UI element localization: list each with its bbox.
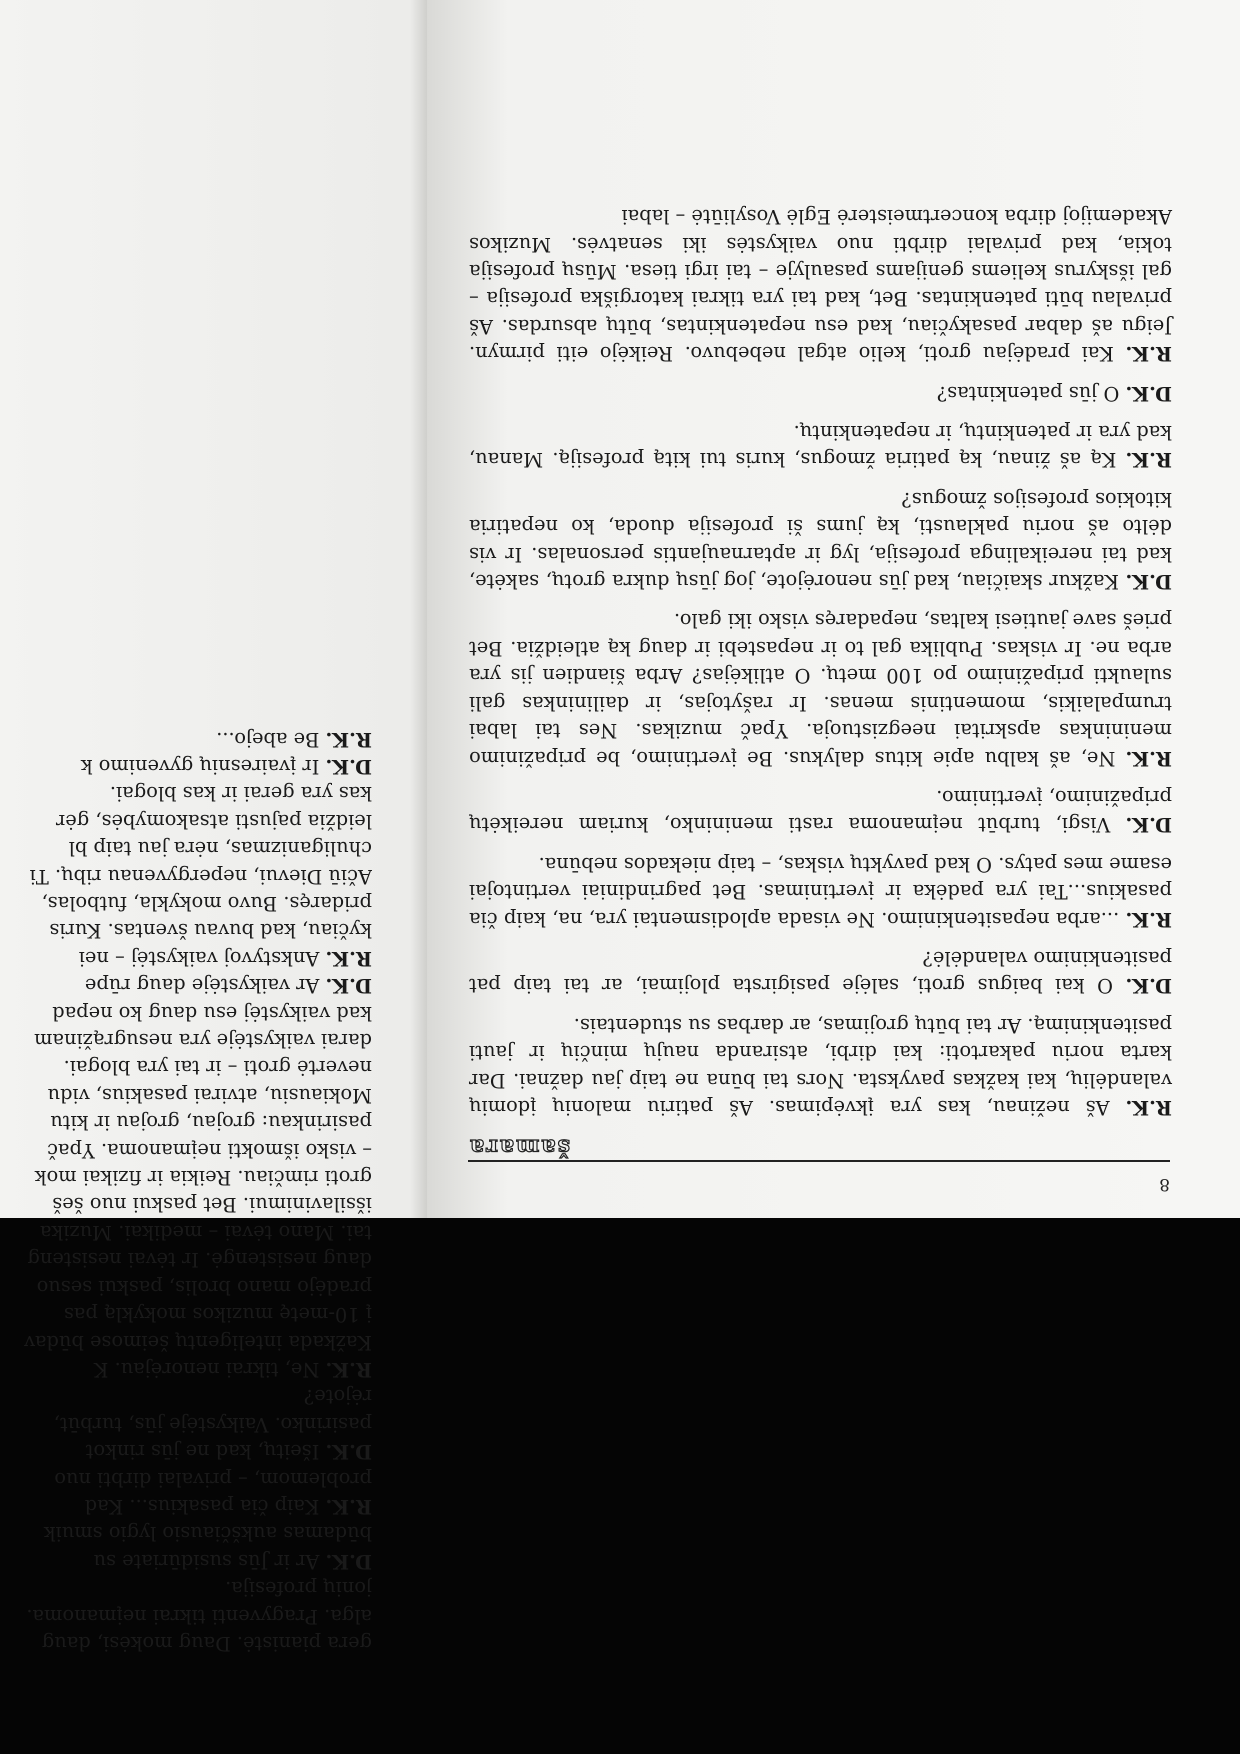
paragraph-text: Ne, tikrai nenorėjau. K <box>93 1357 320 1381</box>
paragraph-text: Ar vaikystėje daug rūpe <box>84 974 320 998</box>
paragraph <box>2 1109 372 1136</box>
magazine-logo: šamara <box>468 1134 571 1160</box>
paragraph-text: – visko išmokti neįmanoma. Ypač <box>47 1138 372 1162</box>
paragraph-text: pasirinkau: grojau, grojau ir kitu <box>50 1111 372 1135</box>
speaker-label: R.K. <box>1125 448 1172 472</box>
paragraph-text: Mokiausiu, atvirai pasakius, vidu <box>47 1083 372 1107</box>
paragraph-text: Ar ir Jūs susidūriate su <box>93 1549 320 1573</box>
right-text-column <box>2 725 372 1657</box>
paragraph <box>2 1273 372 1300</box>
paragraph-text: pradėjo mano brolis, paskui sesuo <box>36 1275 372 1299</box>
paragraph-text: Ne, aš kalbu apie kitus dalykus. Be įvertinimo, be pripažinimo menininkas apskritai neegzistuoja. Ypač muzikas. Nes tai labai trumpalaikis, momentinis menas. Ir rašytojas, ir dailininkas gali sulaukti pripažinimo po 100 metų. O atlikėjas? Arba šiandien jis yra arba ne. Ir viskas. Publika gal to ir nepastebi ir daug ką atleidžia. Bet prieš save jautiesi kaltas, nepadaręs visko iki galo. <box>469 609 1172 770</box>
left-text-column <box>469 191 1172 1121</box>
left-page <box>427 0 1240 1218</box>
paragraph <box>2 1164 372 1191</box>
paragraph <box>469 607 1172 771</box>
paragraph-text: chuliganizmas, nėra jau taip bl <box>68 837 372 861</box>
paragraph <box>2 1547 372 1574</box>
speaker-label: R.K. <box>325 946 372 970</box>
paragraph-text: kas yra gerai ir kas blogai. <box>109 782 372 806</box>
paragraph <box>469 1011 1172 1121</box>
paragraph-text: Aš nežinau, kas yra įkvėpimas. Aš patiriu malonių įdomių valandėlių, kai kažkas pavyksta. Nors tai būna ne taip jau dažnai. Dar karta noriu pakartoti: kai dirbi, atsiranda naujų minčių ir jauti pasitenkinimą. Ar tai būtų grojimas, ar darbas su studentais. <box>469 1013 1172 1119</box>
paragraph-text: Kai pradėjau groti, kelio atgal nebebuvo. Reikėjo eiti pirmyn. Jeigu aš dabar pasakyčiau, kad esu nepatenkintas, būtų absurdas. Aš privalau būti patenkintas. Bet, kad tai yra tikrai katorgiška profesija – gal išskyrus keliems genijams pasaulyje – tai irgi tiesa. Mūsų profesija tokia, kad privalai dirbti nuo vaikystės iki senatvės. Muzikos Akademijoj dirba koncertmeisterė Eglė Vosyliūtė – labai <box>469 205 1172 366</box>
paragraph-text: būdamas aukščiausio lygio smuik <box>43 1522 372 1546</box>
paragraph-text: darai vaikystėje yra nesugrąžinam <box>34 1029 372 1053</box>
paragraph <box>2 917 372 944</box>
paragraph-text: Visgi, turbūt neįmanoma rasti menininko, kuriam nereikėtų pripažinimo, įvertinimo. <box>469 785 1172 837</box>
paragraph-text: Kažkada inteligentų šeimose būdav <box>24 1330 372 1354</box>
paragraph <box>2 1493 372 1520</box>
paragraph-text: tai. Mano tėvai – medikai. Muzika <box>39 1220 372 1244</box>
paragraph <box>2 1328 372 1355</box>
page-header <box>468 1134 1170 1198</box>
paragraph <box>2 944 372 971</box>
speaker-label: D.K. <box>325 1440 372 1464</box>
paragraph-text: Ką aš žinau, ką patiria žmogus, kuris tui kitą profesiją. Manau, kad yra ir patenkintų, ir nepatenkintų. <box>469 421 1172 472</box>
paragraph <box>2 1602 372 1629</box>
paragraph-text: Kaip čia pasakius... Kad <box>84 1494 320 1518</box>
speaker-label: R.K. <box>325 727 372 751</box>
paragraph <box>2 1301 372 1328</box>
paragraph-text: jonių profesija. <box>225 1577 372 1601</box>
paragraph <box>2 1191 372 1218</box>
paragraph-text: O jūs patenkintas? <box>936 381 1120 405</box>
paragraph <box>2 1356 372 1383</box>
speaker-label: R.K. <box>1125 342 1172 366</box>
paragraph <box>2 1575 372 1602</box>
paragraph-text: Be abejo... <box>216 727 320 751</box>
paragraph-text: Kažkur skaičiau, kad jūs nenorėjote, jog jūsų dukra grotų, sakėte, kad tai nereikalinga profesija, lyg ir aptarnaujantis personalas. Ir vis dėlto aš noriu paklausti, ką jums ši profesija duoda, ko nepatiria kitokios profesijos žmogus? <box>469 487 1172 594</box>
paragraph <box>2 890 372 917</box>
paragraph <box>2 1383 372 1410</box>
paragraph <box>469 850 1172 932</box>
paragraph <box>469 485 1172 595</box>
paragraph-text: į 10-metę muzikos mokyklą pas <box>63 1303 372 1327</box>
paragraph-text: ...arba nepasitenkinimo. Ne visada aplodismentai yra, na, kaip čia pasakius...Tai yra padėka ir įvertinimas. Bet pagrindiniai vertintojai esame mes patys. O kad pavyktų viskas, – taip niekados nebūna. <box>469 852 1172 931</box>
page-number: 8 <box>1159 1174 1170 1194</box>
speaker-label: D.K. <box>1125 813 1172 837</box>
speaker-label: D.K. <box>1125 570 1172 594</box>
speaker-label: R.K. <box>325 1357 372 1381</box>
paragraph-text: groti rimčiau. Reikia ir fizikai mok <box>34 1166 372 1190</box>
speaker-label: D.K. <box>325 974 372 998</box>
paragraph <box>2 1410 372 1437</box>
paragraph <box>2 1246 372 1273</box>
paragraph <box>2 1438 372 1465</box>
paragraph-text: Ačiū Dievui, nepergyvenau ribų. Ti <box>29 864 372 888</box>
paragraph-text: daug nesistengė. Ir tėvai nesisteng <box>27 1248 372 1272</box>
paragraph-text: O kai baigus groti, salėje pasigirsta plojimai, ar tai taip pat pasitenkinimo valandėlė? <box>469 946 1172 998</box>
paragraph-text: rėjote? <box>303 1385 372 1409</box>
speaker-label: D.K. <box>1125 381 1172 405</box>
paragraph <box>2 1520 372 1547</box>
paragraph <box>2 1630 372 1657</box>
paragraph <box>469 419 1172 474</box>
paragraph <box>2 999 372 1026</box>
paragraph-text: leidžia pajusti atsakomybės, gėr <box>56 809 372 833</box>
speaker-label: R.K. <box>1125 907 1172 931</box>
paragraph <box>2 1081 372 1108</box>
paragraph <box>2 972 372 999</box>
paragraph <box>2 862 372 889</box>
header-rule <box>468 1160 1170 1162</box>
paragraph <box>2 1054 372 1081</box>
paragraph-text: kyčiau, kad buvau šventas. Kuris <box>49 919 372 943</box>
paragraph-text: pridaręs. Buvo mokykla, futbolas, <box>41 892 372 916</box>
paragraph-text: išsilavinimui. Bet paskui nuo šeš <box>52 1193 372 1217</box>
speaker-label: D.K. <box>1125 974 1172 998</box>
speaker-label: R.K. <box>1125 1096 1172 1119</box>
paragraph-text: alga. Pragyventi tikrai neįmanoma. <box>26 1604 372 1628</box>
paragraph <box>2 780 372 807</box>
paragraph <box>2 725 372 752</box>
paragraph-text: Išeitų, kad ne jūs rinkot <box>85 1440 320 1464</box>
paragraph <box>2 807 372 834</box>
paragraph <box>2 1219 372 1246</box>
speaker-label: D.K. <box>325 1549 372 1573</box>
paragraph <box>2 835 372 862</box>
paragraph-text: pasirinko. Vaikystėje jūs, turbūt, <box>53 1412 372 1436</box>
paragraph-text: Ir įvairesnių gyvenimo k <box>80 755 320 778</box>
paragraph <box>469 379 1172 406</box>
paragraph <box>2 1465 372 1492</box>
paragraph <box>2 1136 372 1163</box>
paragraph <box>469 784 1172 839</box>
paragraph <box>2 753 372 780</box>
paragraph-text: gera pianistė. Daug mokėsi, daug <box>41 1632 372 1655</box>
paragraph-text: kad vaikystėj esu daug ko nepad <box>52 1001 372 1025</box>
paragraph-text: nevertė groti – ir tai yra blogai. <box>63 1056 372 1080</box>
paragraph-text: problemom, – privalai dirbti nuo <box>54 1467 372 1491</box>
speaker-label: D.K. <box>325 755 372 778</box>
speaker-label: R.K. <box>1125 746 1172 770</box>
speaker-label: R.K. <box>325 1494 372 1518</box>
paragraph-text: Ankstyvoj vaikystėj – nei <box>78 946 320 970</box>
paragraph <box>469 945 1172 1000</box>
paragraph <box>2 1027 372 1054</box>
paragraph <box>469 203 1172 367</box>
